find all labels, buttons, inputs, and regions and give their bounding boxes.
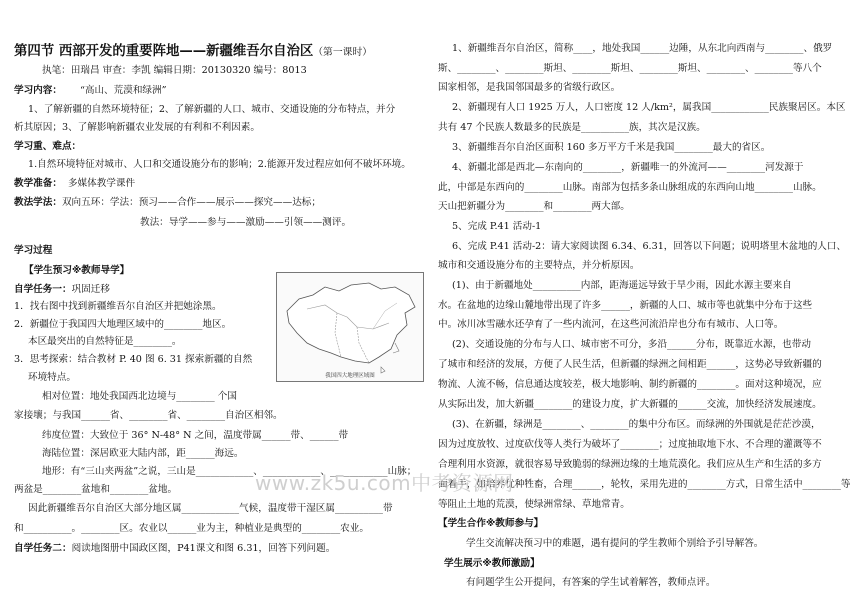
section-cooperation: 【学生合作※教师参与】 [438,518,544,529]
r1b-line: 斯、________、________斯坦、________斯坦、________斯坦、________、________等八个 [438,63,822,74]
goal-line-1: 1、了解新疆的自然环境特征；2、了解新疆的人口、城市、交通设施的分布特点，并分 [28,104,396,115]
q2b-line: 本区最突出的自然特征是________。 [28,336,182,347]
p3d-line: 面着手，如培养优种牲畜，合理______，轮牧，采用先进的________方式，日常生活中________等 [438,479,851,490]
p2d-line: 从实际出发，加大新疆________的建设力度，扩大新疆的______交流，加快经济发展速度。 [438,399,822,410]
task2-line: 自学任务二：阅读地图册中国政区图，P41课文和图 6.31，回答下列问题。 [14,543,336,554]
r1c-line: 国家相邻，是我国邻国最多的省级行政区。 [438,82,621,93]
china-regions-map [276,272,424,382]
q3h-line: 两盆是________盆地和________盆地。 [14,484,178,495]
method-line-2: 教法：导学——参与——激励——引领——测评。 [140,217,352,228]
r4c-line: 天山把新疆分为________和________两大部。 [438,201,630,212]
r2b-line: 共有 47 个民族人数最多的民族是__________族，其次是汉族。 [438,122,706,133]
q3g-line: 地形：有“三山夹两盆”之说，三山是____________、____________、____________山脉； [42,466,417,477]
content-line: 学习内容： “高山、荒漠和绿洲” [14,85,167,96]
meta-line: 执笔：田瑞昌 审查：李凯 编辑日期：20130320 编号：8013 [42,65,307,76]
p3e-line: 等阻止土地的荒漠，使绿洲常绿、草地常青。 [438,499,630,510]
key-heading: 学习重、难点： [14,141,82,152]
prep-line: 教学准备： 多媒体教学课件 [14,178,136,189]
r2-line: 2、新疆现有人口 1925 万人，人口密度 12 人/km²，属我国____________民族聚居区。本区 [452,102,846,113]
key-line: 1.自然环境特征对城市、人口和交通设施分布的影响；2.能源开发过程应如何不破坏环境。 [28,159,411,170]
section-preview: 【学生预习※教师导学】 [24,265,130,276]
q3b-line: 环境特点。 [28,372,76,383]
p2-line: (2)、交通设施的分布与人口、城市密不可分，多沿______分布，既靠近水源，也带动 [452,339,811,350]
r3-line: 3、新疆维吾尔自治区面积 160 多万平方千米是我国________最大的省区。 [452,142,771,153]
china-map-outline [277,273,423,381]
watermark: www.zk5u.com中考资源网 [255,471,514,495]
r4-line: 4、新疆北部是西北—东南向的________，新疆唯一的外流河——________河发源于 [452,162,804,173]
r6-line: 6、完成 P.41 活动-2：请大家阅读图 6.34、6.31，回答以下问题；说明塔里木盆地的人口、 [452,241,847,252]
q2-line: 2．新疆位于我国四大地理区域中的________地区。 [14,319,232,330]
map-caption: 我国四大地理区域图 [325,373,375,379]
process-heading: 学习过程 [14,245,53,256]
goal-line-2: 析其原因；3、了解影响新疆农业发展的有利和不利因素。 [14,122,260,133]
p1-line: (1)、由于新疆地处__________内部，距海遥远导致于旱少雨，因此水源主要来自 [452,280,792,291]
q1-line: 1．找右图中找到新疆维吾尔自治区并把她涂黑。 [14,301,222,312]
r6b-line: 城市和交通设施分布的主要特点，并分析原因。 [438,260,640,271]
s3-text: 有问题学生公开提问，有答案的学生试着解答，教师点评。 [466,577,716,588]
page-title: 第四节 西部开发的重要阵地——新疆维吾尔自治区（第一课时） [14,44,373,59]
q3i-line: 因此新疆维吾尔自治区大部分地区属____________气候，温度带干湿区属__________带 [28,503,393,514]
p3-line: (3)、在新疆，绿洲是________、________的集中分布区。而绿洲的外围就是茫茫沙漠， [452,419,821,430]
p1b-line: 水。在盆地的边缘山麓地带出现了许多______，新疆的人口、城市等也就集中分布于这些 [438,300,813,311]
s2-text: 学生交流解决预习中的难题，遇有提问的学生教师个别给予引导解答。 [466,538,764,549]
p2c-line: 物流、人流不畅，信息通达度较差，极大地影响、制约新疆的________。面对这种境况，应 [438,379,822,390]
q3-line: 3．思考探索：结合教材 P. 40 图 6. 31 探索新疆的自然 [14,354,253,365]
q3c-line: 相对位置：地处我国西北边境与________ 个国 [42,391,237,402]
q3e-line: 纬度位置：大致位于 36° N-48° N 之间，温度带属______带、______带 [42,430,349,441]
method-line-1: 教法学法：双向五环：学法：预习——合作——展示——探究——达标； [14,197,321,208]
r4b-line: 此，中部是东西向的________山脉。南部为包括多条山脉组成的东西向山地________山脉。 [438,182,822,193]
q3j-line: 和__________。________区。农业以______业为主，种植业是典型的________农业。 [14,523,369,534]
q3d-line: 家接壤；与我国______省、________省、________自治区相邻。 [14,410,283,421]
task1-line: 自学任务一：巩固迁移 [14,284,110,295]
p3b-line: 因为过度放牧、过度砍伐等人类行为破坏了________；过度抽取地下水、不合理的灌溉等不 [438,439,822,450]
r5-line: 5、完成 P.41 活动-1 [452,221,542,232]
p2b-line: 了城市和经济的发展，方便了人民生活，但新疆的绿洲之间相距______，这势必导致新疆的 [438,359,822,370]
p3c-line: 合理利用水资源，就很容易导致脆弱的绿洲边缘的土地荒漠化。我们应从生产和生活的多方 [438,459,822,470]
r1-line: 1、新疆维吾尔自治区，简称____，地处我国______边陲，从东北向西南与________、俄罗 [452,43,833,54]
p1c-line: 中。冰川冰雪融水还孕育了一些内流河，在这些河流沿岸也分布有城市、人口等。 [438,319,784,330]
section-display: 学生展示※教师激励】 [444,558,540,569]
q3f-line: 海陆位置：深居欧亚大陆内部，距______海远。 [42,448,244,459]
